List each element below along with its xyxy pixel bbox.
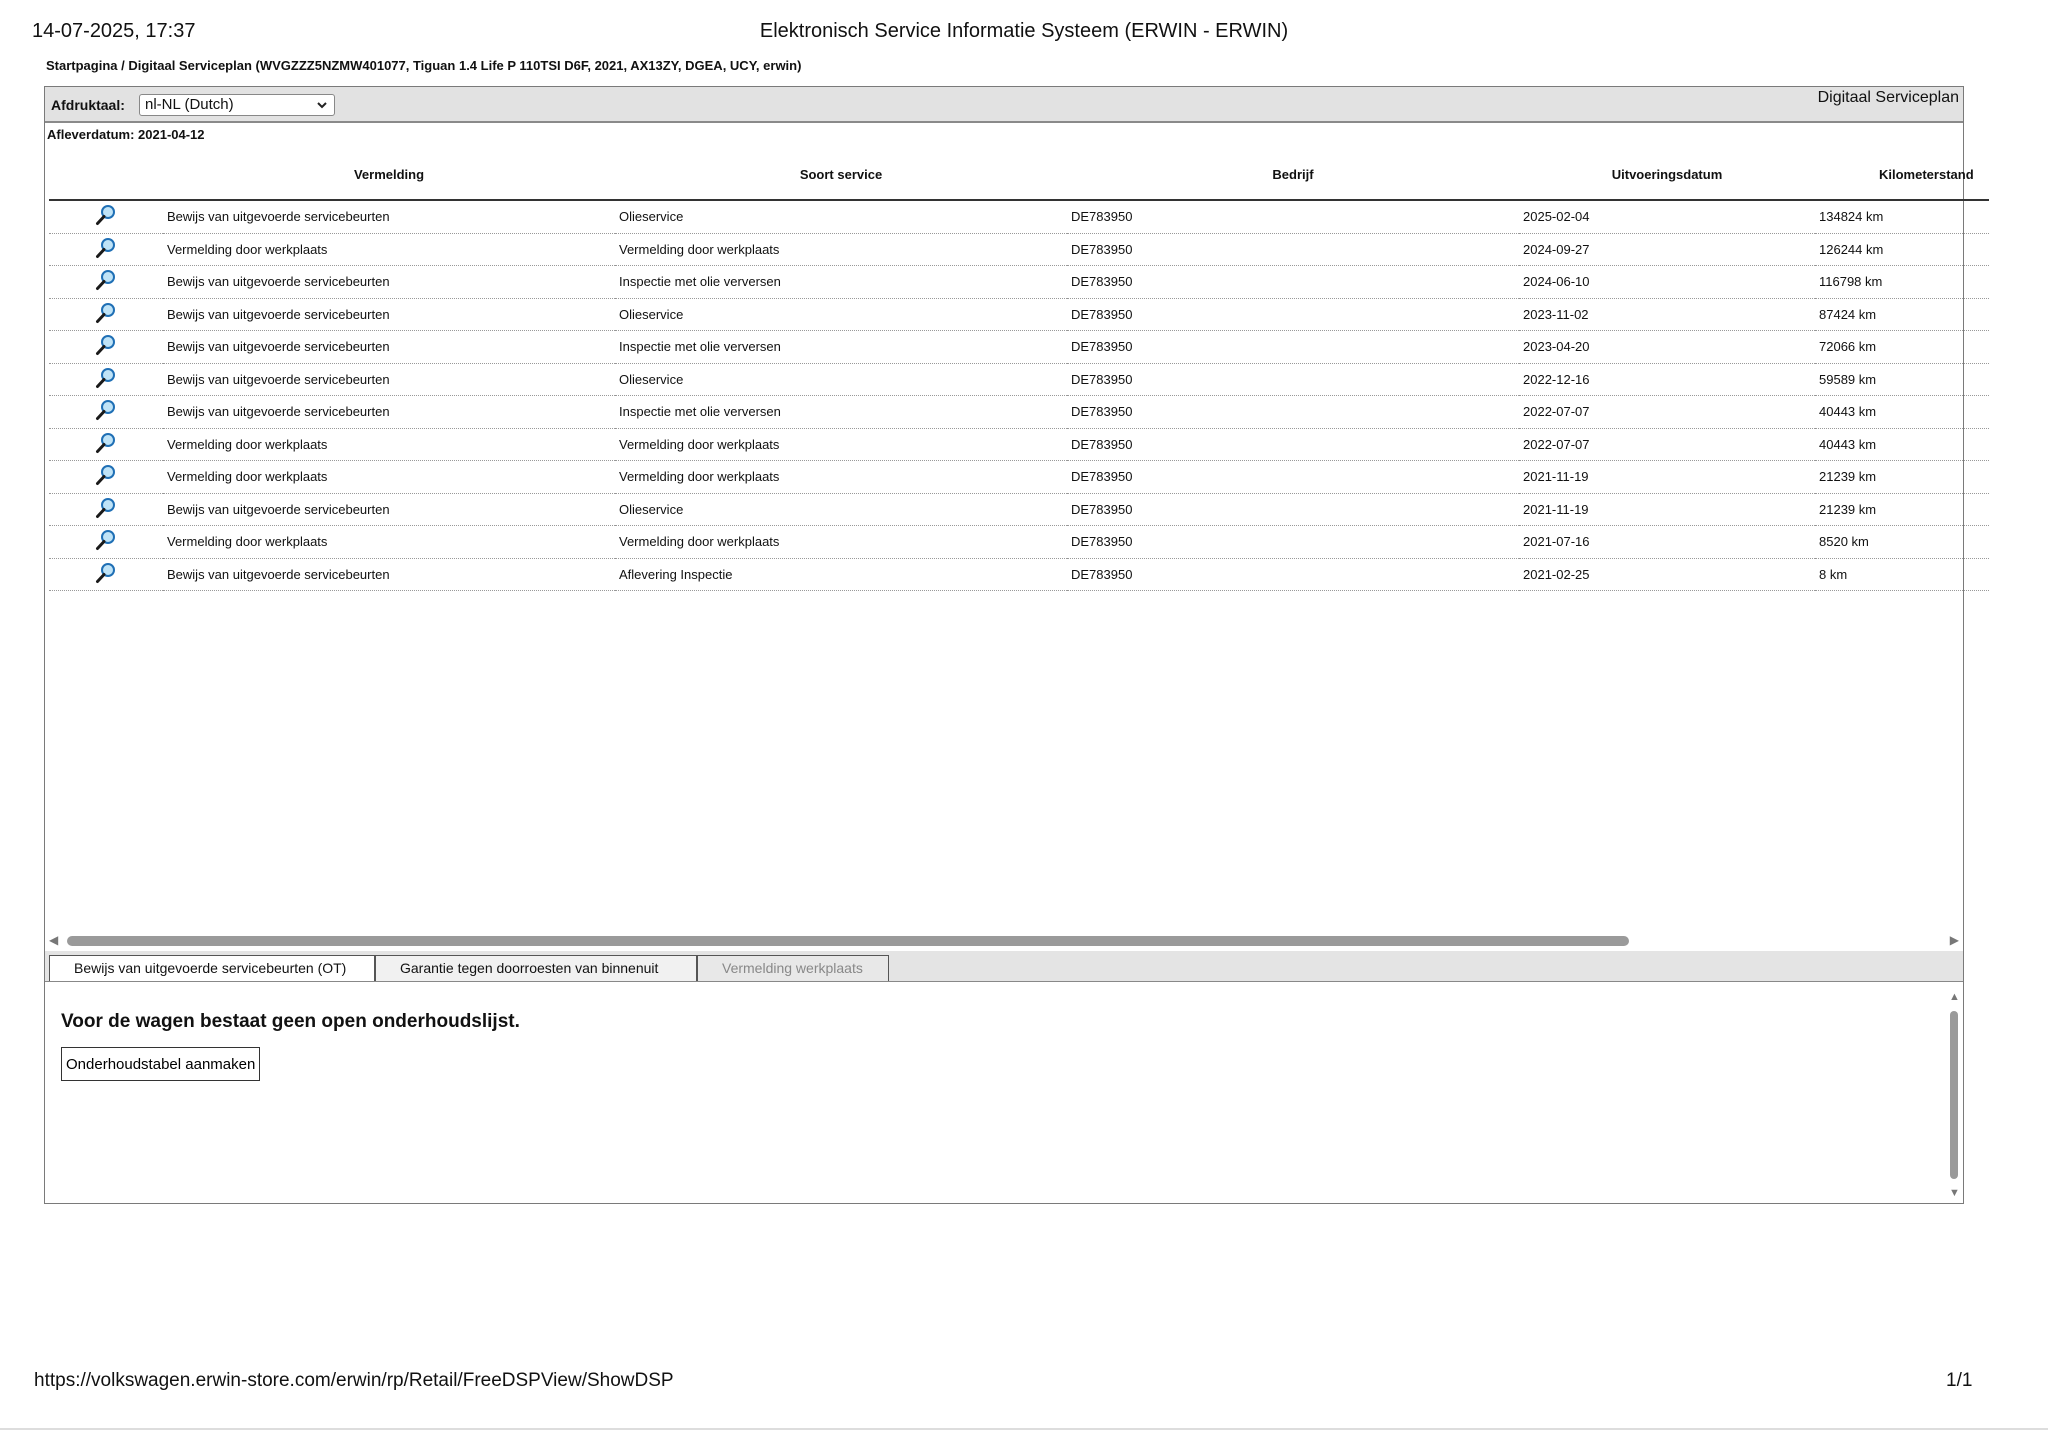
cell-soort-service: Olieservice: [615, 493, 1067, 526]
delivery-date: Afleverdatum: 2021-04-12: [47, 127, 205, 142]
print-title: Elektronisch Service Informatie Systeem (ERWIN - ERWIN): [759, 20, 1289, 42]
cell-bedrijf: DE783950: [1067, 428, 1519, 461]
table-row[interactable]: [49, 233, 1989, 266]
cell-vermelding: Vermelding door werkplaats: [163, 428, 615, 461]
service-table-viewport: [49, 149, 1974, 679]
cell-vermelding: Vermelding door werkplaats: [163, 526, 615, 559]
cell-uitvoeringsdatum: 2021-11-19: [1519, 493, 1815, 526]
cell-soort-service: Vermelding door werkplaats: [615, 428, 1067, 461]
column-header-uitvoeringsdatum[interactable]: Uitvoeringsdatum: [1519, 149, 1815, 200]
icon-column-header: [49, 149, 163, 200]
table-row[interactable]: [49, 396, 1989, 429]
horizontal-scroll-thumb[interactable]: [67, 936, 1629, 946]
cell-uitvoeringsdatum: 2021-11-19: [1519, 461, 1815, 494]
magnifier-icon[interactable]: [95, 507, 117, 522]
cell-bedrijf: DE783950: [1067, 396, 1519, 429]
magnifier-icon[interactable]: [95, 442, 117, 457]
row-detail-cell[interactable]: [49, 298, 163, 331]
cell-vermelding: Vermelding door werkplaats: [163, 461, 615, 494]
cell-kilometerstand: 87424 km: [1815, 298, 1989, 331]
table-row[interactable]: [49, 558, 1989, 591]
scroll-right-icon[interactable]: ▶: [1949, 933, 1959, 947]
table-row[interactable]: [49, 526, 1989, 559]
table-row[interactable]: [49, 493, 1989, 526]
print-footer-url: https://volkswagen.erwin-store.com/erwin/rp/Retail/FreeDSPView/ShowDSP: [34, 1370, 674, 1391]
cell-soort-service: Inspectie met olie verversen: [615, 266, 1067, 299]
magnifier-icon[interactable]: [95, 409, 117, 424]
cell-kilometerstand: 8520 km: [1815, 526, 1989, 559]
cell-uitvoeringsdatum: 2022-12-16: [1519, 363, 1815, 396]
magnifier-icon[interactable]: [95, 572, 117, 587]
cell-bedrijf: DE783950: [1067, 298, 1519, 331]
cell-vermelding: Bewijs van uitgevoerde servicebeurten: [163, 558, 615, 591]
cell-bedrijf: DE783950: [1067, 558, 1519, 591]
tab-bar: [45, 951, 1963, 982]
toolbar: [45, 87, 1963, 123]
magnifier-icon[interactable]: [95, 539, 117, 554]
breadcrumb[interactable]: Startpagina / Digitaal Serviceplan (WVGZZZ5NZMW401077, Tiguan 1.4 Life P 110TSI D6F, 2021, AX13ZY, DGEA, UCY, erwin): [46, 58, 802, 73]
column-header-vermelding[interactable]: Vermelding: [163, 149, 615, 200]
print-page-number: 1/1: [1946, 1370, 1973, 1391]
cell-vermelding: Bewijs van uitgevoerde servicebeurten: [163, 200, 615, 233]
cell-uitvoeringsdatum: 2021-02-25: [1519, 558, 1815, 591]
cell-kilometerstand: 40443 km: [1815, 396, 1989, 429]
cell-soort-service: Olieservice: [615, 298, 1067, 331]
table-row[interactable]: [49, 266, 1989, 299]
language-label: Afdruktaal:: [51, 97, 125, 113]
table-row[interactable]: [49, 461, 1989, 494]
cell-bedrijf: DE783950: [1067, 233, 1519, 266]
table-row[interactable]: [49, 298, 1989, 331]
column-header-bedrijf[interactable]: Bedrijf: [1067, 149, 1519, 200]
cell-kilometerstand: 134824 km: [1815, 200, 1989, 233]
cell-vermelding: Bewijs van uitgevoerde servicebeurten: [163, 493, 615, 526]
row-detail-cell[interactable]: [49, 396, 163, 429]
cell-bedrijf: DE783950: [1067, 200, 1519, 233]
row-detail-cell[interactable]: [49, 363, 163, 396]
cell-bedrijf: DE783950: [1067, 363, 1519, 396]
cell-uitvoeringsdatum: 2023-11-02: [1519, 298, 1815, 331]
cell-kilometerstand: 116798 km: [1815, 266, 1989, 299]
row-detail-cell[interactable]: [49, 493, 163, 526]
cell-soort-service: Inspectie met olie verversen: [615, 396, 1067, 429]
tab-garantie-doorroesten[interactable]: Garantie tegen doorroesten van binnenuit: [375, 955, 697, 981]
tab-vermelding-werkplaats[interactable]: Vermelding werkplaats: [697, 955, 889, 981]
row-detail-cell[interactable]: [49, 266, 163, 299]
magnifier-icon[interactable]: [95, 247, 117, 262]
cell-kilometerstand: 21239 km: [1815, 493, 1989, 526]
row-detail-cell[interactable]: [49, 233, 163, 266]
cell-bedrijf: DE783950: [1067, 266, 1519, 299]
cell-uitvoeringsdatum: 2021-07-16: [1519, 526, 1815, 559]
tab-bewijs-servicebeurten[interactable]: Bewijs van uitgevoerde servicebeurten (OT): [49, 955, 375, 981]
row-detail-cell[interactable]: [49, 461, 163, 494]
language-select[interactable]: [139, 94, 335, 116]
cell-uitvoeringsdatum: 2022-07-07: [1519, 428, 1815, 461]
magnifier-icon[interactable]: [95, 474, 117, 489]
language-select-value: nl-NL (Dutch): [145, 96, 234, 113]
cell-bedrijf: DE783950: [1067, 493, 1519, 526]
cell-kilometerstand: 72066 km: [1815, 331, 1989, 364]
cell-soort-service: Inspectie met olie verversen: [615, 331, 1067, 364]
vertical-scrollbar[interactable]: [1947, 991, 1961, 1199]
row-detail-cell[interactable]: [49, 558, 163, 591]
vertical-scroll-thumb[interactable]: [1950, 1011, 1958, 1179]
scroll-up-icon[interactable]: ▲: [1949, 991, 1960, 1003]
row-detail-cell[interactable]: [49, 428, 163, 461]
cell-bedrijf: DE783950: [1067, 461, 1519, 494]
column-header-soort-service[interactable]: Soort service: [615, 149, 1067, 200]
cell-uitvoeringsdatum: 2024-09-27: [1519, 233, 1815, 266]
magnifier-icon[interactable]: [95, 279, 117, 294]
column-header-kilometerstand[interactable]: Kilometerstand: [1815, 149, 1989, 200]
cell-vermelding: Bewijs van uitgevoerde servicebeurten: [163, 396, 615, 429]
cell-kilometerstand: 126244 km: [1815, 233, 1989, 266]
cell-vermelding: Bewijs van uitgevoerde servicebeurten: [163, 363, 615, 396]
cell-soort-service: Vermelding door werkplaats: [615, 233, 1067, 266]
magnifier-icon[interactable]: [95, 377, 117, 392]
cell-kilometerstand: 8 km: [1815, 558, 1989, 591]
no-maintenance-list-message: Voor de wagen bestaat geen open onderhoudslijst.: [61, 1011, 520, 1032]
magnifier-icon[interactable]: [95, 312, 117, 327]
chevron-down-icon: [316, 95, 328, 118]
horizontal-scrollbar[interactable]: [45, 933, 1963, 949]
table-header-row: [49, 149, 1989, 200]
cell-vermelding: Bewijs van uitgevoerde servicebeurten: [163, 298, 615, 331]
scroll-down-icon[interactable]: ▼: [1949, 1187, 1960, 1199]
scroll-left-icon[interactable]: ◀: [49, 933, 59, 947]
cell-soort-service: Vermelding door werkplaats: [615, 461, 1067, 494]
cell-vermelding: Vermelding door werkplaats: [163, 233, 615, 266]
cell-soort-service: Olieservice: [615, 200, 1067, 233]
row-detail-cell[interactable]: [49, 200, 163, 233]
cell-soort-service: Aflevering Inspectie: [615, 558, 1067, 591]
print-datetime: 14-07-2025, 17:37: [32, 20, 196, 42]
row-detail-cell[interactable]: [49, 526, 163, 559]
cell-bedrijf: DE783950: [1067, 526, 1519, 559]
row-detail-cell[interactable]: [49, 331, 163, 364]
cell-soort-service: Olieservice: [615, 363, 1067, 396]
page-edge: [0, 1428, 2048, 1430]
cell-kilometerstand: 59589 km: [1815, 363, 1989, 396]
table-row[interactable]: [49, 428, 1989, 461]
magnifier-icon[interactable]: [95, 214, 117, 229]
service-history-table: [49, 149, 1989, 591]
cell-uitvoeringsdatum: 2024-06-10: [1519, 266, 1815, 299]
cell-uitvoeringsdatum: 2025-02-04: [1519, 200, 1815, 233]
cell-vermelding: Bewijs van uitgevoerde servicebeurten: [163, 331, 615, 364]
table-row[interactable]: [49, 331, 1989, 364]
create-maintenance-table-button[interactable]: Onderhoudstabel aanmaken: [61, 1047, 260, 1081]
table-row[interactable]: [49, 363, 1989, 396]
view-title: Digitaal Serviceplan: [1817, 89, 1959, 106]
cell-vermelding: Bewijs van uitgevoerde servicebeurten: [163, 266, 615, 299]
cell-kilometerstand: 40443 km: [1815, 428, 1989, 461]
table-row[interactable]: [49, 200, 1989, 233]
cell-soort-service: Vermelding door werkplaats: [615, 526, 1067, 559]
cell-kilometerstand: 21239 km: [1815, 461, 1989, 494]
cell-uitvoeringsdatum: 2022-07-07: [1519, 396, 1815, 429]
magnifier-icon[interactable]: [95, 344, 117, 359]
service-plan-frame: [44, 86, 1974, 1204]
cell-bedrijf: DE783950: [1067, 331, 1519, 364]
cell-uitvoeringsdatum: 2023-04-20: [1519, 331, 1815, 364]
